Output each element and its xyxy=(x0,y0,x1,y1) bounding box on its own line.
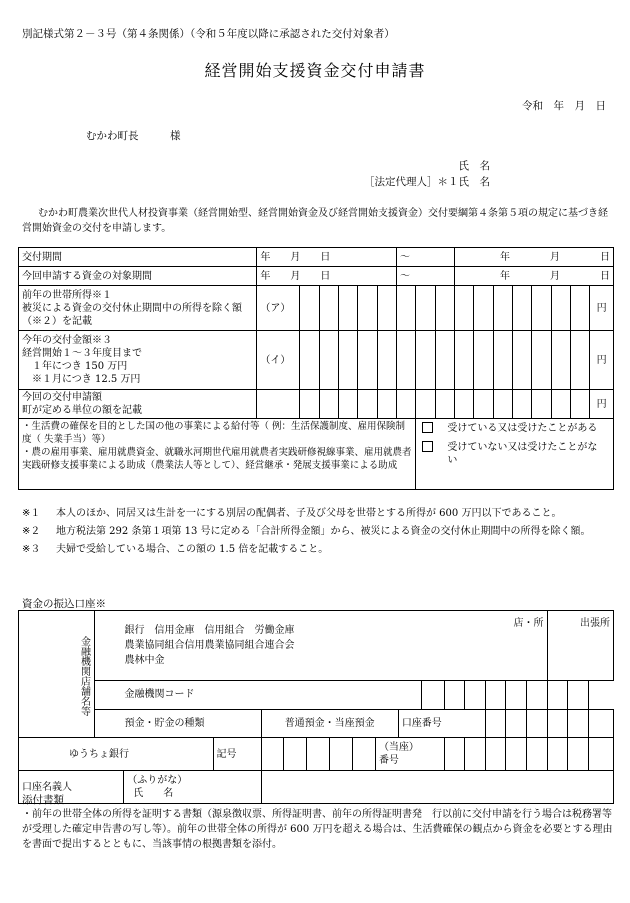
note-2 xyxy=(22,524,612,539)
kigo-digit[interactable] xyxy=(307,738,330,771)
grant-label xyxy=(19,331,257,390)
digit-cell[interactable] xyxy=(570,390,589,419)
account-digit[interactable] xyxy=(526,709,547,737)
kigo-digit[interactable] xyxy=(284,738,307,771)
bank-vertical-label: 金融機関店舗名等 xyxy=(19,611,95,738)
application-table xyxy=(18,247,614,490)
note-1 xyxy=(22,506,612,521)
grant-label-line: 今年の交付金額※３ xyxy=(22,335,112,346)
request-label-line: 今回の交付申請額 xyxy=(22,392,102,403)
account-title: 資金の振込口座※ xyxy=(22,598,106,610)
digit-cell[interactable] xyxy=(474,286,493,331)
bank-code-label: 金融機関コード xyxy=(94,681,421,709)
income-unit: 円 xyxy=(590,286,614,331)
bango-label: 番号 xyxy=(378,755,399,766)
digit-cell[interactable] xyxy=(416,390,435,419)
other-benefits-options xyxy=(416,419,614,490)
kigo-digit[interactable] xyxy=(353,738,376,771)
code-digit[interactable] xyxy=(485,681,506,709)
digit-cell[interactable] xyxy=(512,390,531,419)
note-text: 本人のほか、同居又は生計を一にする別居の配偶者、子及び父母を世帯とする所得が 600 万円以下であること。 xyxy=(56,508,562,519)
yucho-digit[interactable] xyxy=(444,738,465,771)
digit-cell[interactable] xyxy=(455,286,474,331)
digit-cell[interactable] xyxy=(435,331,454,390)
other-benefits-line: ・農の雇用事業、雇用就農資金、就職氷河期世代雇用就農者実践研修視線事業、雇用就農者実践研修支援事業による助成（農業法人等として）、経営継承・発展支援事業による助成 xyxy=(22,447,412,471)
account-digit[interactable] xyxy=(547,709,568,737)
code-digit[interactable] xyxy=(547,681,568,709)
account-digit[interactable] xyxy=(485,709,506,737)
digit-cell[interactable] xyxy=(551,286,570,331)
yucho-digit[interactable] xyxy=(506,738,527,771)
digit-cell[interactable] xyxy=(532,390,551,419)
branch-label: 店・所 xyxy=(444,611,547,681)
yucho-number-label xyxy=(375,738,444,771)
digit-cell[interactable] xyxy=(339,331,358,390)
checkbox-no[interactable] xyxy=(422,441,433,452)
touza-label: （当座） xyxy=(378,742,419,753)
digit-cell[interactable] xyxy=(532,286,551,331)
option-yes-label: 受けている又は受けたことがある xyxy=(447,423,598,434)
holder-label: 口座名義人 xyxy=(19,771,124,804)
kigo-digit[interactable] xyxy=(261,738,284,771)
digit-cell[interactable] xyxy=(455,390,474,419)
digit-cell[interactable] xyxy=(300,286,319,331)
yucho-row xyxy=(19,738,614,771)
note-key: ※２ xyxy=(22,526,41,537)
bank-types-line: 銀行 信用金庫 信用組合 労働金庫 xyxy=(124,625,295,637)
income-label-line: 被災による資金の交付休止期間中の所得を除く額 xyxy=(22,302,242,314)
account-table xyxy=(18,610,614,804)
bank-types-line: 農業協同組合信用農業協同組合連合会 xyxy=(124,640,295,652)
account-no-label: 口座番号 xyxy=(398,709,485,737)
attachments-title: 添付書類 xyxy=(22,794,64,806)
digit-cell[interactable] xyxy=(570,286,589,331)
code-digit[interactable] xyxy=(568,681,589,709)
other-benefits-row xyxy=(19,419,614,490)
applicant-name-field[interactable]: 氏 名 xyxy=(458,160,490,172)
code-digit[interactable] xyxy=(526,681,547,709)
office-label: 出張所 xyxy=(547,611,613,681)
note-text: 地方税法第 292 条第１項第 13 号に定める「合計所得金額」から、被災による資金の交付休止期間中の所得を除く額。 xyxy=(56,526,591,537)
yucho-label: ゆうちょ銀行 xyxy=(19,738,214,771)
grant-row xyxy=(19,331,614,390)
digit-cell[interactable] xyxy=(532,331,551,390)
other-benefits-text xyxy=(19,419,416,490)
option-no[interactable] xyxy=(422,441,607,467)
income-label-line: （※２）を記載 xyxy=(22,315,92,327)
digit-cell[interactable] xyxy=(300,331,319,390)
grant-unit: 円 xyxy=(590,331,614,390)
grant-label-line: 経営開始１～３年度目まで xyxy=(22,348,142,359)
period-label: 交付期間 xyxy=(19,248,257,267)
grant-label-line: １年につき 150 万円 xyxy=(22,361,128,372)
notes xyxy=(22,506,612,560)
bank-types-line: 農林中金 xyxy=(124,655,165,667)
digit-cell[interactable] xyxy=(377,286,396,331)
yucho-digit[interactable] xyxy=(588,738,613,771)
digit-cell[interactable] xyxy=(455,331,474,390)
code-digit[interactable] xyxy=(465,681,486,709)
request-row xyxy=(19,390,614,419)
note-3 xyxy=(22,542,612,557)
digit-cell[interactable] xyxy=(551,331,570,390)
income-mark: （ア） xyxy=(257,286,300,331)
code-digit[interactable] xyxy=(444,681,465,709)
account-digit[interactable] xyxy=(568,709,589,737)
form-code: 別記様式第２－３号（第４条関係）（令和５年度以降に承認された交付対象者） xyxy=(22,28,395,40)
digit-cell[interactable] xyxy=(493,331,512,390)
digit-cell[interactable] xyxy=(512,331,531,390)
target-period-from-field[interactable]: 年 月 日 xyxy=(257,267,397,286)
holder-name-label: 氏 名 xyxy=(133,788,174,799)
yucho-digit[interactable] xyxy=(568,738,589,771)
target-period-label: 今回申請する資金の対象期間 xyxy=(19,267,257,286)
option-yes[interactable] xyxy=(422,422,607,435)
digit-cell[interactable] xyxy=(397,286,416,331)
income-row xyxy=(19,286,614,331)
digit-cell[interactable] xyxy=(551,390,570,419)
digit-cell[interactable] xyxy=(397,390,416,419)
code-digit[interactable] xyxy=(506,681,527,709)
yucho-digit[interactable] xyxy=(526,738,547,771)
intro-text: むかわ町農業次世代人材投資事業（経営開始型、経営開始資金及び経営開始支援資金）交付要綱第４条第５項の規定に基づき経営開始資金の交付を申請します。 xyxy=(22,208,608,234)
bank-row xyxy=(19,611,614,681)
other-benefits-line: ・生活費の確保を目的とした国の他の事業による給付等（ 例：生活保護制度、雇用保険制度（ 失業手当）等） xyxy=(22,421,406,445)
yucho-digit[interactable] xyxy=(547,738,568,771)
page-title: 経営開始支援資金交付申請書 xyxy=(204,61,426,80)
digit-cell[interactable] xyxy=(435,286,454,331)
note-key: ※１ xyxy=(22,508,41,519)
yucho-digit[interactable] xyxy=(465,738,486,771)
bank-types[interactable] xyxy=(94,611,444,681)
period-from-field[interactable]: 年 月 日 xyxy=(257,248,397,267)
note-text: 夫婦で受給している場合、この額の 1.5 倍を記載すること。 xyxy=(56,544,329,555)
digit-cell[interactable] xyxy=(339,286,358,331)
note-key: ※３ xyxy=(22,544,41,555)
digit-cell[interactable] xyxy=(377,390,396,419)
income-label-line: 前年の世帯所得※１ xyxy=(22,289,112,301)
digit-cell[interactable] xyxy=(319,286,338,331)
request-unit: 円 xyxy=(590,390,614,419)
digit-cell[interactable] xyxy=(358,286,377,331)
digit-cell[interactable] xyxy=(319,331,338,390)
addressee: むかわ町長 様 xyxy=(86,130,181,142)
digit-cell[interactable] xyxy=(474,390,493,419)
digit-cell[interactable] xyxy=(358,331,377,390)
grant-label-line: ※１月につき 12.5 万円 xyxy=(22,374,141,385)
deposit-row xyxy=(19,709,614,737)
account-digit[interactable] xyxy=(588,709,613,737)
representative-name-field[interactable]: ［法定代理人］＊１氏 名 xyxy=(364,176,490,188)
target-period-row xyxy=(19,267,614,286)
deposit-type-value[interactable]: 普通預金・当座預金 xyxy=(261,709,398,737)
digit-cell[interactable] xyxy=(416,331,435,390)
digit-cell[interactable] xyxy=(300,390,319,419)
grant-mark: （イ） xyxy=(257,331,300,390)
option-no-label: 受けていない又は受けたことがない xyxy=(447,442,598,466)
holder-name-labels xyxy=(124,771,261,804)
digit-cell[interactable] xyxy=(512,286,531,331)
deposit-type-label: 預金・貯金の種類 xyxy=(94,709,261,737)
holder-name-field[interactable] xyxy=(261,771,613,804)
digit-cell[interactable] xyxy=(319,390,338,419)
date-field[interactable]: 令和 年 月 日 xyxy=(522,100,606,112)
request-label xyxy=(19,390,257,419)
kigo-digit[interactable] xyxy=(330,738,353,771)
digit-cell[interactable] xyxy=(435,390,454,419)
period-to-field[interactable]: 年 月 日 xyxy=(455,248,614,267)
period-row xyxy=(19,248,614,267)
income-label xyxy=(19,286,257,331)
digit-cell[interactable] xyxy=(377,331,396,390)
digit-cell[interactable] xyxy=(397,331,416,390)
account-digit[interactable] xyxy=(506,709,527,737)
furigana-label: （ふりがな） xyxy=(127,775,188,786)
yucho-digit[interactable] xyxy=(485,738,506,771)
digit-cell[interactable] xyxy=(493,286,512,331)
checkbox-yes[interactable] xyxy=(422,422,433,433)
code-digit[interactable] xyxy=(421,681,444,709)
request-mark xyxy=(257,390,300,419)
target-period-sep: ～ xyxy=(397,267,455,286)
period-sep: ～ xyxy=(397,248,455,267)
digit-cell[interactable] xyxy=(339,390,358,419)
digit-cell[interactable] xyxy=(416,286,435,331)
digit-cell[interactable] xyxy=(570,331,589,390)
attachments-text: ・前年の世帯全体の所得を証明する書類（源泉徴収票、所得証明書、前年の所得証明書発 行以前に交付申請を行う場合は税務署等が受理した確定申告書の写し等）。前年の世帯全体の所得が 600 万円を超える場合は、生活費確保の観点から資金を必要とする理由を書面で提出するとともに、当該事情の根拠書類を添付。 xyxy=(22,809,613,850)
target-period-to-field[interactable]: 年 月 日 xyxy=(455,267,614,286)
bank-code-row xyxy=(19,681,614,709)
kigo-label: 記号 xyxy=(213,738,261,771)
digit-cell[interactable] xyxy=(474,331,493,390)
request-label-line: 町が定める単位の額を記載 xyxy=(22,405,142,416)
digit-cell[interactable] xyxy=(358,390,377,419)
digit-cell[interactable] xyxy=(493,390,512,419)
holder-row xyxy=(19,771,614,804)
